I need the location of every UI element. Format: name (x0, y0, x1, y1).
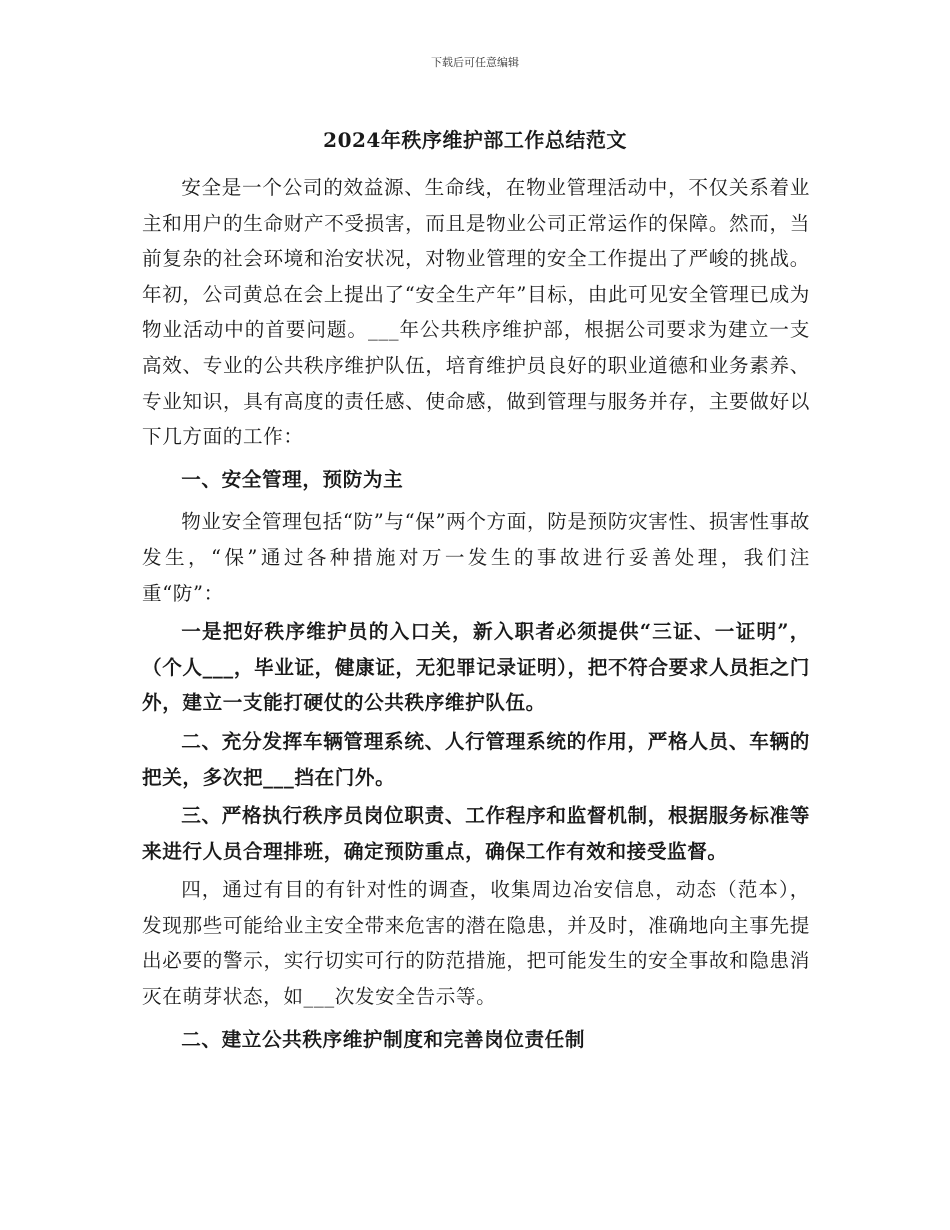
document-body (142, 170, 810, 1064)
document-title: 2024年秩序维护部工作总结范文 (323, 128, 627, 152)
intro-paragraph: 安全是一个公司的效益源、生命线，在物业管理活动中，不仅关系着业主和用户的生命财产不受损害，而且是物业公司正常运作的保障。然而，当前复杂的社会环境和治安状况，对物业管理的安全工作提出了严峻的挑战。年初，公司黄总在会上提出了“安全生产年”目标，由此可见安全管理已成为物业活动中的首要问题。___年公共秩序维护部，根据公司要求为建立一支高效、专业的公共秩序维护队伍，培育维护员良好的职业道德和业务素养、专业知识，具有高度的责任感、使命感，做到管理与服务并存，主要做好以下几方面的工作： (142, 176, 810, 449)
section-heading-1: 一、安全管理，预防为主 (181, 467, 404, 491)
section-1-paragraph: 物业安全管理包括“防”与“保”两个方面，防是预防灾害性、损害性事故发生，“保”通过各种措施对万一发生的事故进行妥善处理，我们注重“防”： (142, 510, 810, 605)
header-note: 下载后可任意编辑 (431, 56, 519, 69)
list-item-1: 一是把好秩序维护员的入口关，新入职者必须提供“三证、一证明”，（个人___，毕业证，健康证，无犯罪记录证明），把不符合要求人员拒之门外，建立一支能打硬仗的公共秩序维护队伍。 (142, 620, 810, 715)
list-item-3: 三、严格执行秩序员岗位职责、工作程序和监督机制，根据服务标准等来进行人员合理排班，确定预防重点，确保工作有效和接受监督。 (142, 804, 810, 863)
list-item-2: 二、充分发挥车辆管理系统、人行管理系统的作用，严格人员、车辆的把关，多次把___挡在门外。 (142, 729, 810, 789)
list-item-4: 四，通过有目的有针对性的调查，收集周边冶安信息，动态（范本），发现那些可能给业主安全带来危害的潜在隐患，并及时，准确地向主事先提出必要的警示，实行切实可行的防范措施，把可能发生的安全事故和隐患消灭在萌芽状态，如___次发安全告示等。 (142, 878, 810, 1009)
section-heading-2: 二、建立公共秩序维护制度和完善岗位责任制 (181, 1027, 586, 1051)
